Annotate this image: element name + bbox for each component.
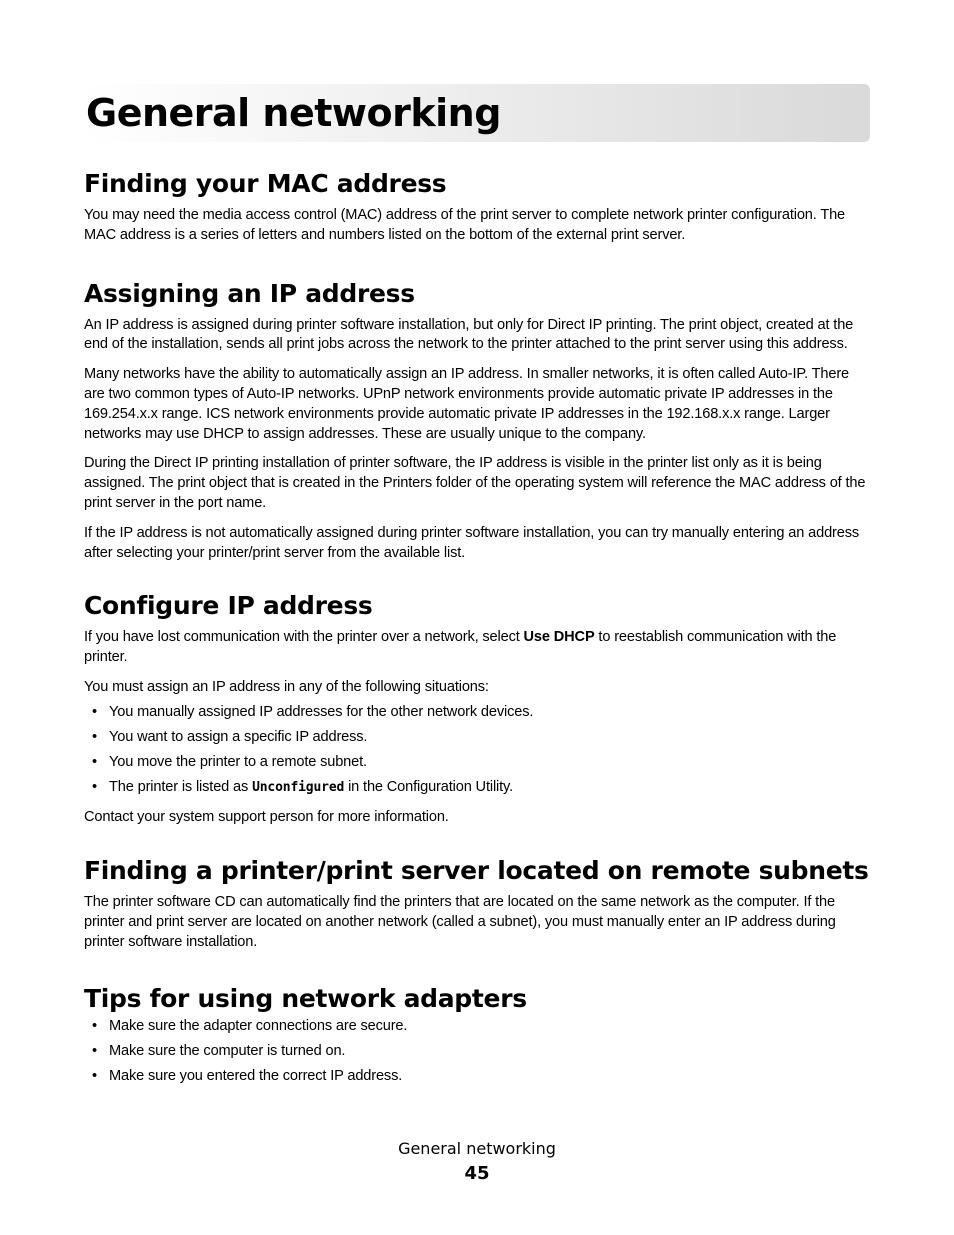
heading-mac-address: Finding your MAC address	[84, 169, 447, 198]
chapter-title-bar	[84, 84, 870, 142]
heading-remote-subnets: Finding a printer/print server located on remote subnets	[84, 856, 869, 886]
page-content	[84, 166, 872, 1092]
configure-ip-p1-before: If you have lost communication with the printer over a network, select	[84, 629, 524, 646]
configure-ip-paragraph-1	[84, 628, 872, 668]
list-item: • You want to assign a specific IP address.	[84, 728, 872, 748]
bullet-glyph: •	[92, 1017, 97, 1034]
list-item: • Make sure you entered the correct IP address.	[84, 1067, 872, 1087]
list-item: • Make sure the computer is turned on.	[84, 1042, 872, 1062]
configure-ip-paragraph-2: You must assign an IP address in any of the following situations:	[84, 678, 489, 695]
list-item: • You move the printer to a remote subnet.	[84, 753, 872, 773]
assign-ip-paragraph-2: Many networks have the ability to automatically assign an IP address. In smaller networks, it is often called Auto-IP. There are two common types of Auto-IP networks. UPnP network environments provide automatic private IP addresses in the 169.254.x.x range. ICS network environments provide automatic private IP addresses in the 192.168.x.x range. Larger networks may use DHCP to assign addresses. These are usually unique to the company.	[84, 366, 849, 442]
assign-ip-paragraph-3: During the Direct IP printing installation of printer software, the IP address is visible in the printer list only as it is being assigned. The print object that is created in the Printers folder of the operating system will reference the MAC address of the print server in the port name.	[84, 455, 866, 511]
heading-configure-ip: Configure IP address	[84, 591, 373, 621]
bullet-glyph: •	[92, 728, 97, 745]
list-item: • The printer is listed as Unconfigured in the Configuration Utility.	[84, 778, 872, 798]
heading-tips-network-adapters: Tips for using network adapters	[84, 983, 527, 1013]
unconfigured-code: Unconfigured	[252, 779, 345, 795]
bullet-glyph: •	[92, 1042, 97, 1059]
page-footer	[0, 1138, 954, 1188]
mac-paragraph-1: You may need the media access control (MAC) address of the print server to complete network printer configuration. The MAC address is a series of letters and numbers listed on the bottom of the external print server.	[84, 207, 846, 243]
list-item: • Make sure the adapter connections are secure.	[84, 1017, 872, 1037]
chapter-title: General networking	[86, 91, 501, 135]
assign-ip-paragraph-4: If the IP address is not automatically assigned during printer software installation, you can try manually entering an address after selecting your printer/print server from the available list.	[84, 524, 859, 561]
bullet-glyph: •	[92, 778, 97, 795]
list-item: • You manually assigned IP addresses for the other network devices.	[84, 703, 872, 723]
use-dhcp-label: Use DHCP	[523, 629, 595, 646]
bullet-glyph: •	[92, 703, 97, 720]
tips-bullet-list	[84, 1017, 872, 1087]
heading-assigning-ip: Assigning an IP address	[84, 278, 415, 308]
configure-ip-p1-after: to reestablish communication with the printer.	[84, 629, 837, 666]
configure-ip-bullet-list	[84, 703, 872, 798]
page-number: 45	[464, 1163, 490, 1184]
footer-title: General networking	[398, 1139, 556, 1158]
configure-ip-paragraph-3: Contact your system support person for more information.	[84, 808, 449, 825]
bullet-glyph: •	[92, 1067, 97, 1084]
remote-subnets-paragraph-1: The printer software CD can automatically find the printers that are located on the same network as the computer. If the printer and print server are located on another network (called a subnet), you must manually enter an IP address during printer software installation.	[84, 894, 836, 951]
bullet-glyph: •	[92, 753, 97, 770]
assign-ip-paragraph-1: An IP address is assigned during printer software installation, but only for Direct IP printing. The print object, created at the end of the installation, sends all print jobs across the network to the printer attached to the print server using this address.	[84, 316, 854, 353]
